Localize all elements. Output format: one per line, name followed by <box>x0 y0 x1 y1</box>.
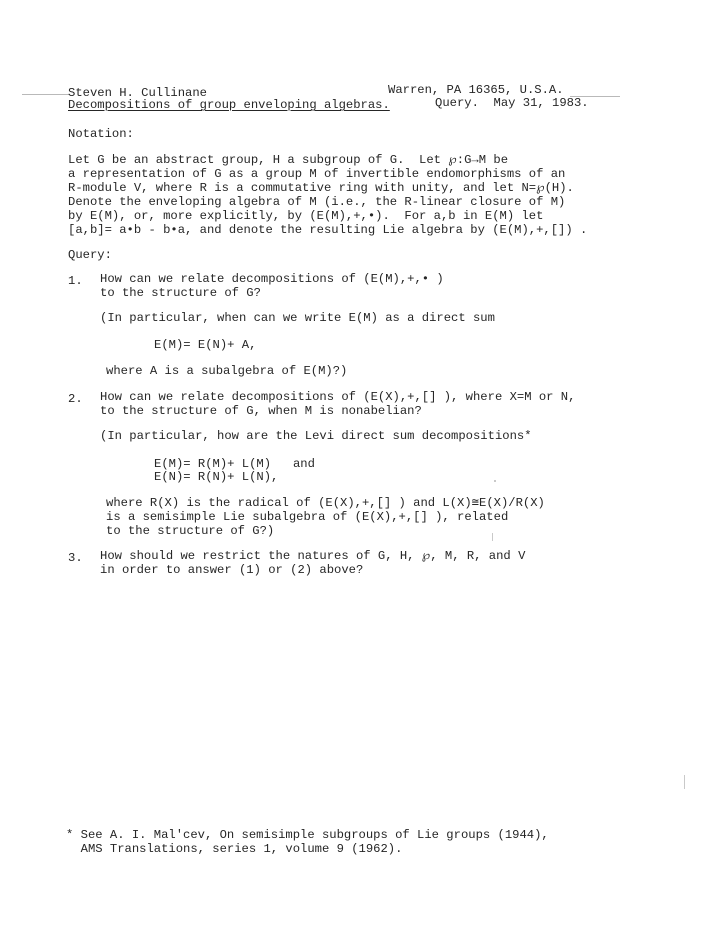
q2-line: to the structure of G, when M is nonabelian? <box>100 404 422 418</box>
q2-equation-2: E(N)= R(N)+ L(N), <box>154 470 279 484</box>
q3-line: How should we restrict the natures of G, H, ℘, M, R, and V <box>100 549 526 563</box>
q2-line: How can we relate decompositions of (E(X),+,[] ), where X=M or N, <box>100 390 576 404</box>
scan-speck <box>494 480 496 482</box>
q1-equation: E(M)= E(N)+ A, <box>154 338 257 352</box>
q3-line: in order to answer (1) or (2) above? <box>100 563 364 577</box>
q1-paren-line: (In particular, when can we write E(M) as a direct sum <box>100 311 495 325</box>
scan-speck <box>492 533 493 541</box>
q1-line: How can we relate decompositions of (E(M),+,• ) <box>100 272 444 286</box>
notation-line: R-module V, where R is a commutative ring with unity, and let N=℘(H). <box>68 181 574 195</box>
notation-line: Let G be an abstract group, H a subgroup of G. Let ℘:G→M be <box>68 153 509 167</box>
footnote-line: * See A. I. Mal'cev, On semisimple subgroups of Lie groups (1944), <box>66 828 549 842</box>
document-title: Decompositions of group enveloping algebras. <box>68 98 390 112</box>
scan-speck <box>684 775 685 789</box>
footnote-line: AMS Translations, series 1, volume 9 (1962). <box>66 842 403 856</box>
q2-number: 2. <box>68 392 83 406</box>
q2-where-line: is a semisimple Lie subalgebra of (E(X),+,[] ), related <box>106 510 509 524</box>
q1-number: 1. <box>68 274 83 288</box>
notation-heading: Notation: <box>68 127 134 141</box>
document-type-date: Query. May 31, 1983. <box>435 96 589 110</box>
notation-line: [a,b]= a•b - b•a, and denote the resulting Lie algebra by (E(M),+,[]) . <box>68 223 588 237</box>
q2-where-line: to the structure of G?) <box>106 524 275 538</box>
author-name: Steven H. Cullinane <box>68 86 207 100</box>
notation-line: a representation of G as a group M of invertible endomorphisms of an <box>68 167 566 181</box>
q2-equation-1: E(M)= R(M)+ L(M) and <box>154 457 315 471</box>
q2-where-line: where R(X) is the radical of (E(X),+,[] ) and L(X)≅E(X)/R(X) <box>106 496 545 510</box>
author-location: Warren, PA 16365, U.S.A. <box>388 83 564 97</box>
notation-line: Denote the enveloping algebra of M (i.e., the R-linear closure of M) <box>68 195 566 209</box>
scan-line-top-left <box>22 94 70 95</box>
notation-line: by E(M), or, more explicitly, by (E(M),+,•). For a,b in E(M) let <box>68 209 544 223</box>
q1-line: to the structure of G? <box>100 286 261 300</box>
q3-number: 3. <box>68 551 83 565</box>
query-heading: Query: <box>68 248 112 262</box>
q2-paren-line: (In particular, how are the Levi direct sum decompositions* <box>100 429 532 443</box>
q1-where-line: where A is a subalgebra of E(M)?) <box>106 364 348 378</box>
